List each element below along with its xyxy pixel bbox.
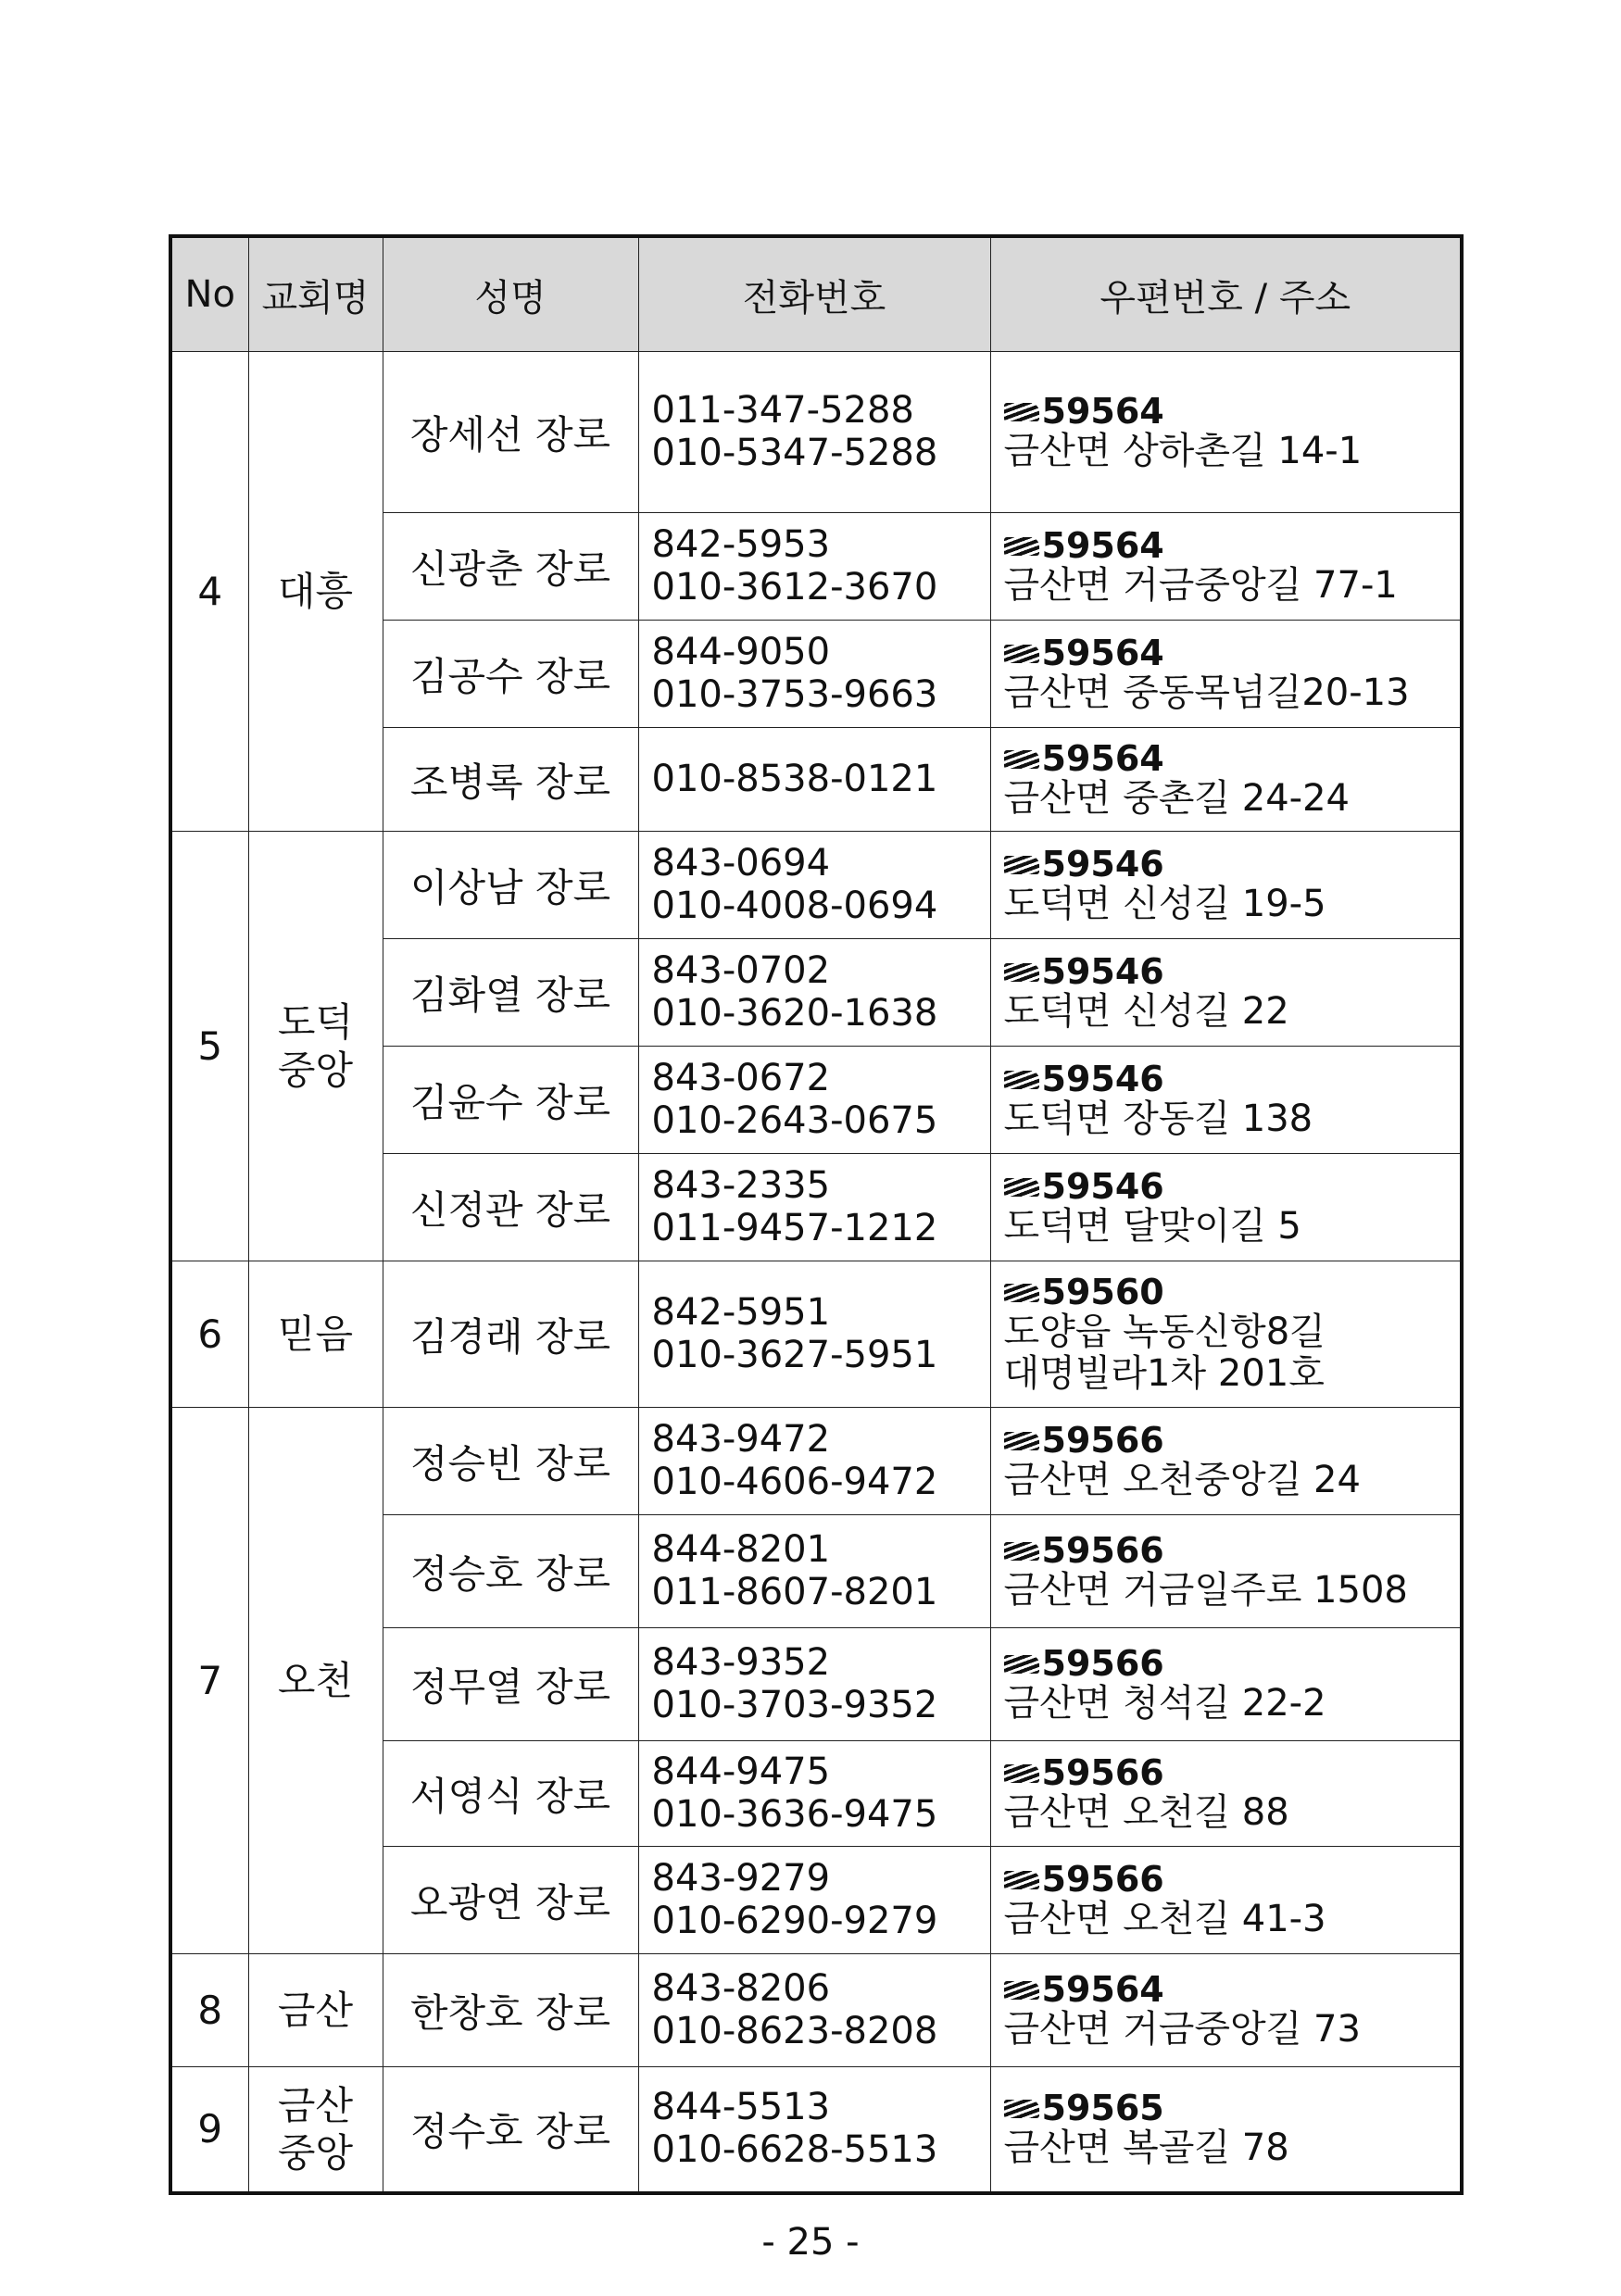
cell-address xyxy=(990,1741,1462,1847)
postal-mark-icon xyxy=(1004,1284,1039,1302)
cell-phone xyxy=(638,621,990,728)
cell-no: 8 xyxy=(170,1954,248,2067)
phone-number: 843-8206 xyxy=(651,1966,831,2010)
cell-name: 신정관 장로 xyxy=(383,1154,638,1261)
cell-no: 7 xyxy=(170,1408,248,1954)
cell-address xyxy=(990,832,1462,939)
zip-line xyxy=(1004,634,1461,672)
phone-number: 010-4606-9472 xyxy=(651,1460,938,1503)
cell-address xyxy=(990,1628,1462,1741)
cell-phone xyxy=(638,1741,990,1847)
phone-number: 843-0702 xyxy=(651,948,831,992)
postal-mark-icon xyxy=(1004,963,1039,982)
phone-number: 010-6290-9279 xyxy=(651,1899,938,1942)
cell-address xyxy=(990,1515,1462,1628)
phone-number: 843-9352 xyxy=(651,1640,831,1684)
cell-no: 4 xyxy=(170,352,248,832)
zip-code: 59560 xyxy=(1041,1272,1164,1313)
phone-number: 843-2335 xyxy=(651,1163,831,1207)
zip-line xyxy=(1004,737,1461,779)
zip-code: 59566 xyxy=(1041,1858,1164,1900)
cell-no: 9 xyxy=(170,2067,248,2193)
zip-code: 59546 xyxy=(1041,950,1164,992)
header-address: 우편번호 / 주소 xyxy=(990,236,1462,352)
postal-mark-icon xyxy=(1004,1178,1039,1197)
zip-code: 59566 xyxy=(1041,1751,1164,1793)
cell-no: 5 xyxy=(170,832,248,1261)
cell-church xyxy=(248,352,383,832)
zip-code: 59566 xyxy=(1041,1529,1164,1571)
cell-church xyxy=(248,832,383,1261)
zip-line xyxy=(1004,1273,1461,1311)
zip-line xyxy=(1004,524,1461,566)
zip-line xyxy=(1004,1529,1461,1571)
church-name-line: 믿음 xyxy=(277,1311,354,1357)
cell-address xyxy=(990,1847,1462,1954)
table-row xyxy=(170,832,1462,939)
address-line: 금산면 오천중앙길 24 xyxy=(1003,1458,1361,1501)
phone-number: 010-2643-0675 xyxy=(651,1098,938,1142)
postal-mark-icon xyxy=(1004,645,1039,663)
phone-number: 844-9475 xyxy=(651,1750,831,1793)
cell-phone xyxy=(638,2067,990,2193)
church-name-line: 오천 xyxy=(277,1657,354,1703)
postal-mark-icon xyxy=(1004,1655,1039,1674)
cell-name: 서영식 장로 xyxy=(383,1741,638,1847)
phone-number: 842-5953 xyxy=(651,522,831,566)
cell-name: 신광춘 장로 xyxy=(383,513,638,621)
church-name-line: 중앙 xyxy=(277,1047,354,1093)
zip-code: 59566 xyxy=(1041,1642,1164,1684)
cell-address xyxy=(990,621,1462,728)
postal-mark-icon xyxy=(1004,1542,1039,1561)
postal-mark-icon xyxy=(1004,856,1039,874)
phone-number: 010-4008-0694 xyxy=(651,884,938,927)
cell-address xyxy=(990,1954,1462,2067)
cell-phone xyxy=(638,939,990,1047)
zip-code: 59565 xyxy=(1041,2087,1164,2128)
cell-name: 김윤수 장로 xyxy=(383,1047,638,1154)
table-row xyxy=(170,352,1462,513)
address-line: 금산면 청석길 22-2 xyxy=(1003,1681,1326,1725)
cell-name: 조병록 장로 xyxy=(383,728,638,832)
header-no: No xyxy=(170,236,248,352)
cell-name: 정승호 장로 xyxy=(383,1515,638,1628)
address-line: 금산면 거금중앙길 73 xyxy=(1003,2007,1361,2051)
cell-phone xyxy=(638,352,990,513)
cell-phone xyxy=(638,1154,990,1261)
phone-number: 844-8201 xyxy=(651,1527,831,1571)
cell-name: 장세선 장로 xyxy=(383,352,638,513)
postal-mark-icon xyxy=(1004,1871,1039,1889)
cell-phone xyxy=(638,1515,990,1628)
zip-code: 59564 xyxy=(1041,1968,1164,2010)
phone-number: 010-8623-8208 xyxy=(651,2009,938,2052)
address-line: 도덕면 신성길 22 xyxy=(1003,989,1289,1033)
cell-address xyxy=(990,2067,1462,2193)
phone-number: 843-9279 xyxy=(651,1856,831,1900)
phone-number: 011-8607-8201 xyxy=(651,1570,938,1613)
cell-name: 이상남 장로 xyxy=(383,832,638,939)
phone-number: 843-9472 xyxy=(651,1417,831,1461)
zip-line xyxy=(1004,1858,1461,1900)
cell-address xyxy=(990,1261,1462,1408)
table-row xyxy=(170,1408,1462,1515)
phone-number: 010-3753-9663 xyxy=(651,672,938,716)
cell-church xyxy=(248,2067,383,2193)
zip-line xyxy=(1004,1419,1461,1461)
header-row xyxy=(170,236,1462,352)
address-line: 도덕면 신성길 19-5 xyxy=(1003,882,1326,925)
cell-phone xyxy=(638,1847,990,1954)
address-line: 대명빌라1차 201호 xyxy=(1003,1352,1325,1396)
address-line: 금산면 거금중앙길 77-1 xyxy=(1003,563,1398,607)
table-row xyxy=(170,2067,1462,2193)
table-row xyxy=(170,1954,1462,2067)
zip-code: 59564 xyxy=(1041,524,1164,566)
phone-number: 011-347-5288 xyxy=(651,388,914,432)
header-church: 교회명 xyxy=(248,236,383,352)
cell-name: 정승빈 장로 xyxy=(383,1408,638,1515)
page-number: - 25 - xyxy=(761,2221,860,2264)
address-line: 금산면 거금일주로 1508 xyxy=(1003,1568,1408,1612)
cell-no: 6 xyxy=(170,1261,248,1408)
cell-church xyxy=(248,1954,383,2067)
postal-mark-icon xyxy=(1004,750,1039,769)
church-name-line: 금산 xyxy=(277,1987,354,2033)
address-line: 금산면 복골길 78 xyxy=(1003,2126,1289,2169)
address-line: 금산면 오천길 41-3 xyxy=(1003,1897,1326,1940)
postal-mark-icon xyxy=(1004,1764,1039,1783)
zip-code: 59546 xyxy=(1041,1058,1164,1099)
address-line: 금산면 중동목넘길20-13 xyxy=(1003,671,1410,714)
phone-number: 844-9050 xyxy=(651,630,831,673)
cell-phone xyxy=(638,1408,990,1515)
zip-code: 59564 xyxy=(1041,632,1164,673)
zip-line xyxy=(1004,950,1461,992)
cell-phone xyxy=(638,1047,990,1154)
zip-code: 59566 xyxy=(1041,1419,1164,1461)
address-line: 금산면 오천길 88 xyxy=(1003,1790,1289,1834)
postal-mark-icon xyxy=(1004,537,1039,556)
cell-phone xyxy=(638,832,990,939)
cell-name: 김화열 장로 xyxy=(383,939,638,1047)
cell-address xyxy=(990,352,1462,513)
cell-phone xyxy=(638,1954,990,2067)
zip-line xyxy=(1004,1642,1461,1684)
cell-phone xyxy=(638,1628,990,1741)
cell-address xyxy=(990,1408,1462,1515)
zip-line xyxy=(1004,1165,1461,1207)
zip-code: 59564 xyxy=(1041,737,1164,779)
phone-number: 010-5347-5288 xyxy=(651,431,938,474)
table-row xyxy=(170,1261,1462,1408)
postal-mark-icon xyxy=(1004,1981,1039,2000)
cell-phone xyxy=(638,1261,990,1408)
cell-church xyxy=(248,1261,383,1408)
cell-address xyxy=(990,513,1462,621)
phone-number: 843-0672 xyxy=(651,1056,831,1099)
zip-line xyxy=(1004,1968,1461,2010)
phone-number: 010-3620-1638 xyxy=(651,991,938,1035)
cell-address xyxy=(990,1047,1462,1154)
cell-address xyxy=(990,728,1462,832)
zip-code: 59564 xyxy=(1041,390,1164,432)
zip-line xyxy=(1004,1751,1461,1793)
phone-number: 010-6628-5513 xyxy=(651,2127,938,2171)
church-name-line: 도덕 xyxy=(277,999,354,1046)
address-line: 도덕면 장동길 138 xyxy=(1003,1097,1313,1140)
church-name-line: 대흥 xyxy=(277,568,354,614)
cell-name: 정수호 장로 xyxy=(383,2067,638,2193)
cell-name: 김경래 장로 xyxy=(383,1261,638,1408)
zip-code: 59546 xyxy=(1041,843,1164,885)
cell-phone xyxy=(638,513,990,621)
cell-name: 한창호 장로 xyxy=(383,1954,638,2067)
phone-number: 843-0694 xyxy=(651,841,831,885)
phone-number: 010-8538-0121 xyxy=(651,757,938,800)
postal-mark-icon xyxy=(1004,2100,1039,2118)
directory-body xyxy=(170,352,1462,2193)
zip-line xyxy=(1004,2089,1461,2127)
header-name: 성명 xyxy=(383,236,638,352)
phone-number: 010-3636-9475 xyxy=(651,1792,938,1836)
church-name-line: 금산 xyxy=(277,2082,354,2128)
cell-address xyxy=(990,939,1462,1047)
header-phone: 전화번호 xyxy=(638,236,990,352)
cell-name: 김공수 장로 xyxy=(383,621,638,728)
address-line: 도양읍 녹동신항8길 xyxy=(1003,1311,1326,1354)
postal-mark-icon xyxy=(1004,403,1039,421)
zip-line xyxy=(1004,390,1461,432)
phone-number: 010-3703-9352 xyxy=(651,1683,938,1726)
cell-phone xyxy=(638,728,990,832)
phone-number: 844-5513 xyxy=(651,2086,831,2129)
zip-line xyxy=(1004,843,1461,885)
cell-address xyxy=(990,1154,1462,1261)
phone-number: 011-9457-1212 xyxy=(651,1206,938,1249)
postal-mark-icon xyxy=(1004,1071,1039,1089)
address-line: 금산면 중촌길 24-24 xyxy=(1003,776,1350,820)
cell-name: 오광연 장로 xyxy=(383,1847,638,1954)
postal-mark-icon xyxy=(1004,1432,1039,1450)
cell-name: 정무열 장로 xyxy=(383,1628,638,1741)
zip-line xyxy=(1004,1060,1461,1098)
cell-church xyxy=(248,1408,383,1954)
address-line: 도덕면 달맞이길 5 xyxy=(1003,1204,1301,1248)
directory-table xyxy=(169,234,1464,2195)
phone-number: 010-3612-3670 xyxy=(651,565,938,609)
phone-number: 010-3627-5951 xyxy=(651,1333,938,1376)
church-name-line: 중앙 xyxy=(277,2129,354,2176)
phone-number: 842-5951 xyxy=(651,1290,831,1334)
address-line: 금산면 상하촌길 14-1 xyxy=(1003,429,1363,472)
zip-code: 59546 xyxy=(1041,1165,1164,1207)
